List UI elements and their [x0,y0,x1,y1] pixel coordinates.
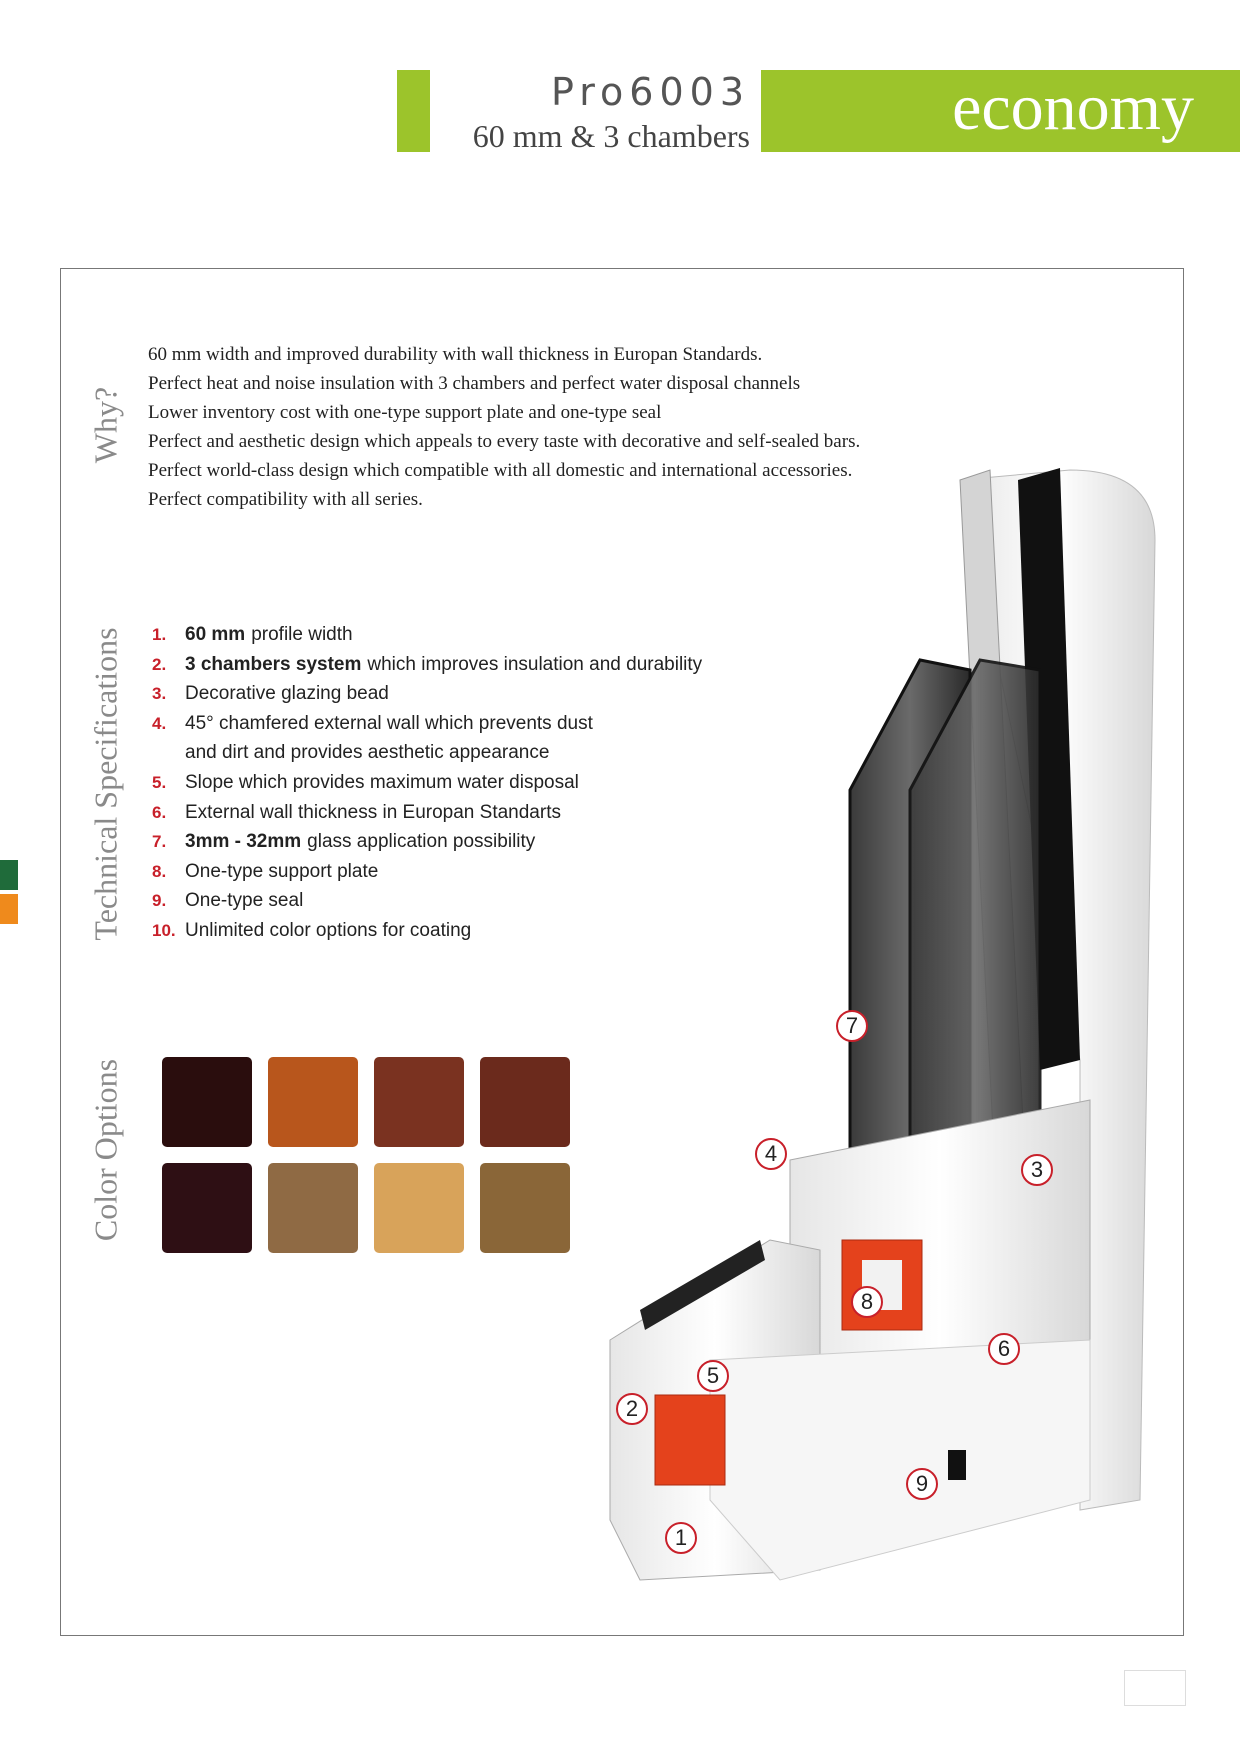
why-line: Perfect and aesthetic design which appeals to every taste with decorative and self-sealed bars. [148,431,861,452]
callout-1: 1 [665,1522,697,1554]
callout-2: 2 [616,1393,648,1425]
spec-number-empty [152,738,185,768]
spec-number: 5. [152,772,167,792]
section-label-technical: Technical Specifications [87,627,124,941]
callout-8: 8 [851,1286,883,1318]
side-tab-orange [0,894,18,924]
callout-7: 7 [836,1010,868,1042]
side-tab-green [0,860,18,890]
color-swatch [162,1057,252,1147]
spec-number: 1. [152,625,167,644]
spec-number: 2. [152,654,167,674]
section-label-why: Why? [87,386,124,464]
why-line: Perfect world-class design which compatible with all domestic and international accessories. [148,460,853,481]
callout-4: 4 [755,1138,787,1170]
spec-text: which improves insulation and durability [367,653,703,675]
color-swatch [374,1057,464,1147]
economy-badge [761,70,1240,152]
economy-badge-label: economy [952,71,1194,144]
spec-bold: 3 chambers system [185,653,362,675]
spec-number: 3. [152,684,167,704]
color-swatch [268,1057,358,1147]
spec-text: Unlimited color options for coating [185,919,472,941]
spec-text: Decorative glazing bead [185,683,389,705]
spec-bold: 60 mm [185,624,246,645]
color-swatch [162,1163,252,1253]
spec-text: and dirt and provides aesthetic appearance [185,742,550,764]
spec-text: One-type seal [185,890,304,912]
callout-9: 9 [906,1468,938,1500]
spec-text: Slope which provides maximum water disposal [185,771,579,793]
why-line: Perfect compatibility with all series. [148,489,423,510]
spec-number: 4. [152,713,167,733]
why-line: 60 mm width and improved durability with wall thickness in Europan Standards. [148,344,763,365]
spec-text: glass application possibility [307,831,536,853]
color-swatch [268,1163,358,1253]
section-label-colors: Color Options [87,1058,124,1242]
color-swatch [480,1163,570,1253]
spec-text: One-type support plate [185,860,379,882]
header-accent-bar [397,70,430,152]
why-line: Perfect heat and noise insulation with 3 chambers and perfect water disposal channels [148,373,801,394]
model-name: Pro6003 [551,70,750,114]
spec-bold: 3mm - 32mm [185,831,302,853]
spec-number: 9. [152,891,167,911]
spec-text: profile width [251,624,353,645]
spec-text: 45° chamfered external wall which prevents dust [185,712,593,734]
page-number-box [1124,1670,1186,1706]
window-profile-illustration [600,460,1160,1590]
callout-5: 5 [697,1360,729,1392]
spec-number: 8. [152,861,167,881]
spec-number: 10. [152,920,176,940]
color-swatch [374,1163,464,1253]
callout-3: 3 [1021,1154,1053,1186]
color-swatch [480,1057,570,1147]
spec-text: External wall thickness in Europan Standarts [185,801,561,823]
callout-6: 6 [988,1333,1020,1365]
spec-number: 6. [152,802,167,822]
spec-number: 7. [152,832,167,852]
why-line: Lower inventory cost with one-type support plate and one-type seal [148,402,662,423]
model-subtitle: 60 mm & 3 chambers [472,118,750,154]
